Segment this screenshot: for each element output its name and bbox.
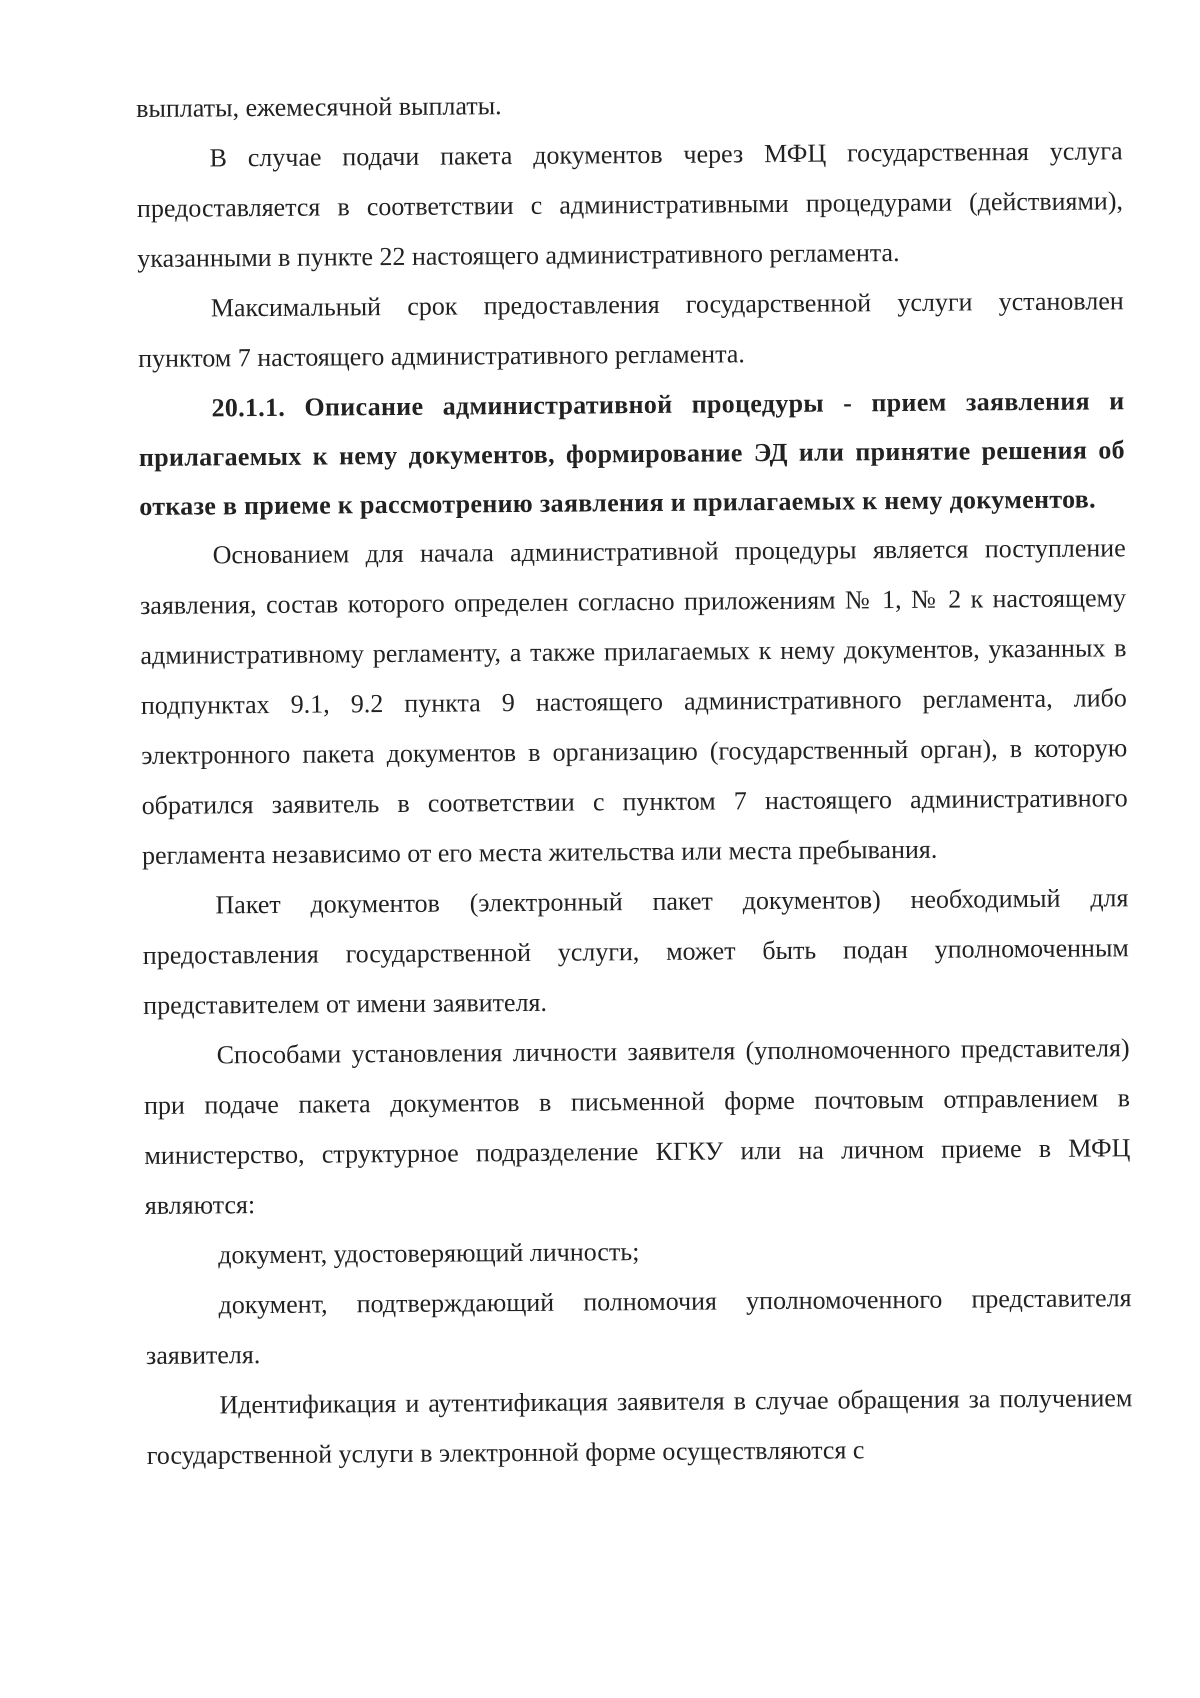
document-body (136, 76, 1133, 1481)
paragraph-identification: Идентификация и аутентификация заявителя в случае обращения за получением государственной услуги в электронной форме осуществляются с (146, 1383, 1133, 1470)
paragraph-max-term: Максимальный срок предоставления государственной услуги установлен пунктом 7 настоящего административного регламента. (138, 286, 1124, 373)
paragraph-representative: Пакет документов (электронный пакет документов) необходимый для предоставления государственной услуги, может быть подан уполномоченным представителем от имени заявителя. (142, 883, 1129, 1020)
list-item-authority-document: документ, подтверждающий полномочия уполномоченного представителя заявителя. (145, 1283, 1132, 1370)
paragraph-mfc-procedure: В случае подачи пакета документов через МФЦ государственная услуга предоставляется в соответствии с административными процедурами (действиями), указанными в пункте 22 настоящего административного регламента. (136, 136, 1124, 273)
list-item-identity-document: документ, удостоверяющий личность; (218, 1237, 640, 1270)
paragraph-continuation: выплаты, ежемесячной выплаты. (136, 91, 502, 123)
paragraph-grounds: Основанием для начала административной процедуры является поступление заявления, состав которого определен согласно приложениям № 1, № 2 к настоящему административному регламенту, а также прилагаемых к нему документов, указанных в подпунктах 9.1, 9.2 пункта 9 настоящего административного регламента, либо электронного пакета документов в организацию (государственный орган), в которую обратился заявитель в соответствии с пунктом 7 настоящего административного регламента независимо от его места жительства или места пребывания. (139, 533, 1128, 870)
section-heading: 20.1.1. Описание административной процедуры - прием заявления и прилагаемых к нему документов, формирование ЭД или принятие решения об отказе в приеме к рассмотрению заявления и прилагаемых к нему документов. (138, 386, 1126, 521)
paragraph-identity-methods: Способами установления личности заявителя (уполномоченного представителя) при подаче пакета документов в письменной форме почтовым отправлением в министерство, структурное подразделение КГКУ или на личном приеме в МФЦ являются: (143, 1033, 1131, 1220)
